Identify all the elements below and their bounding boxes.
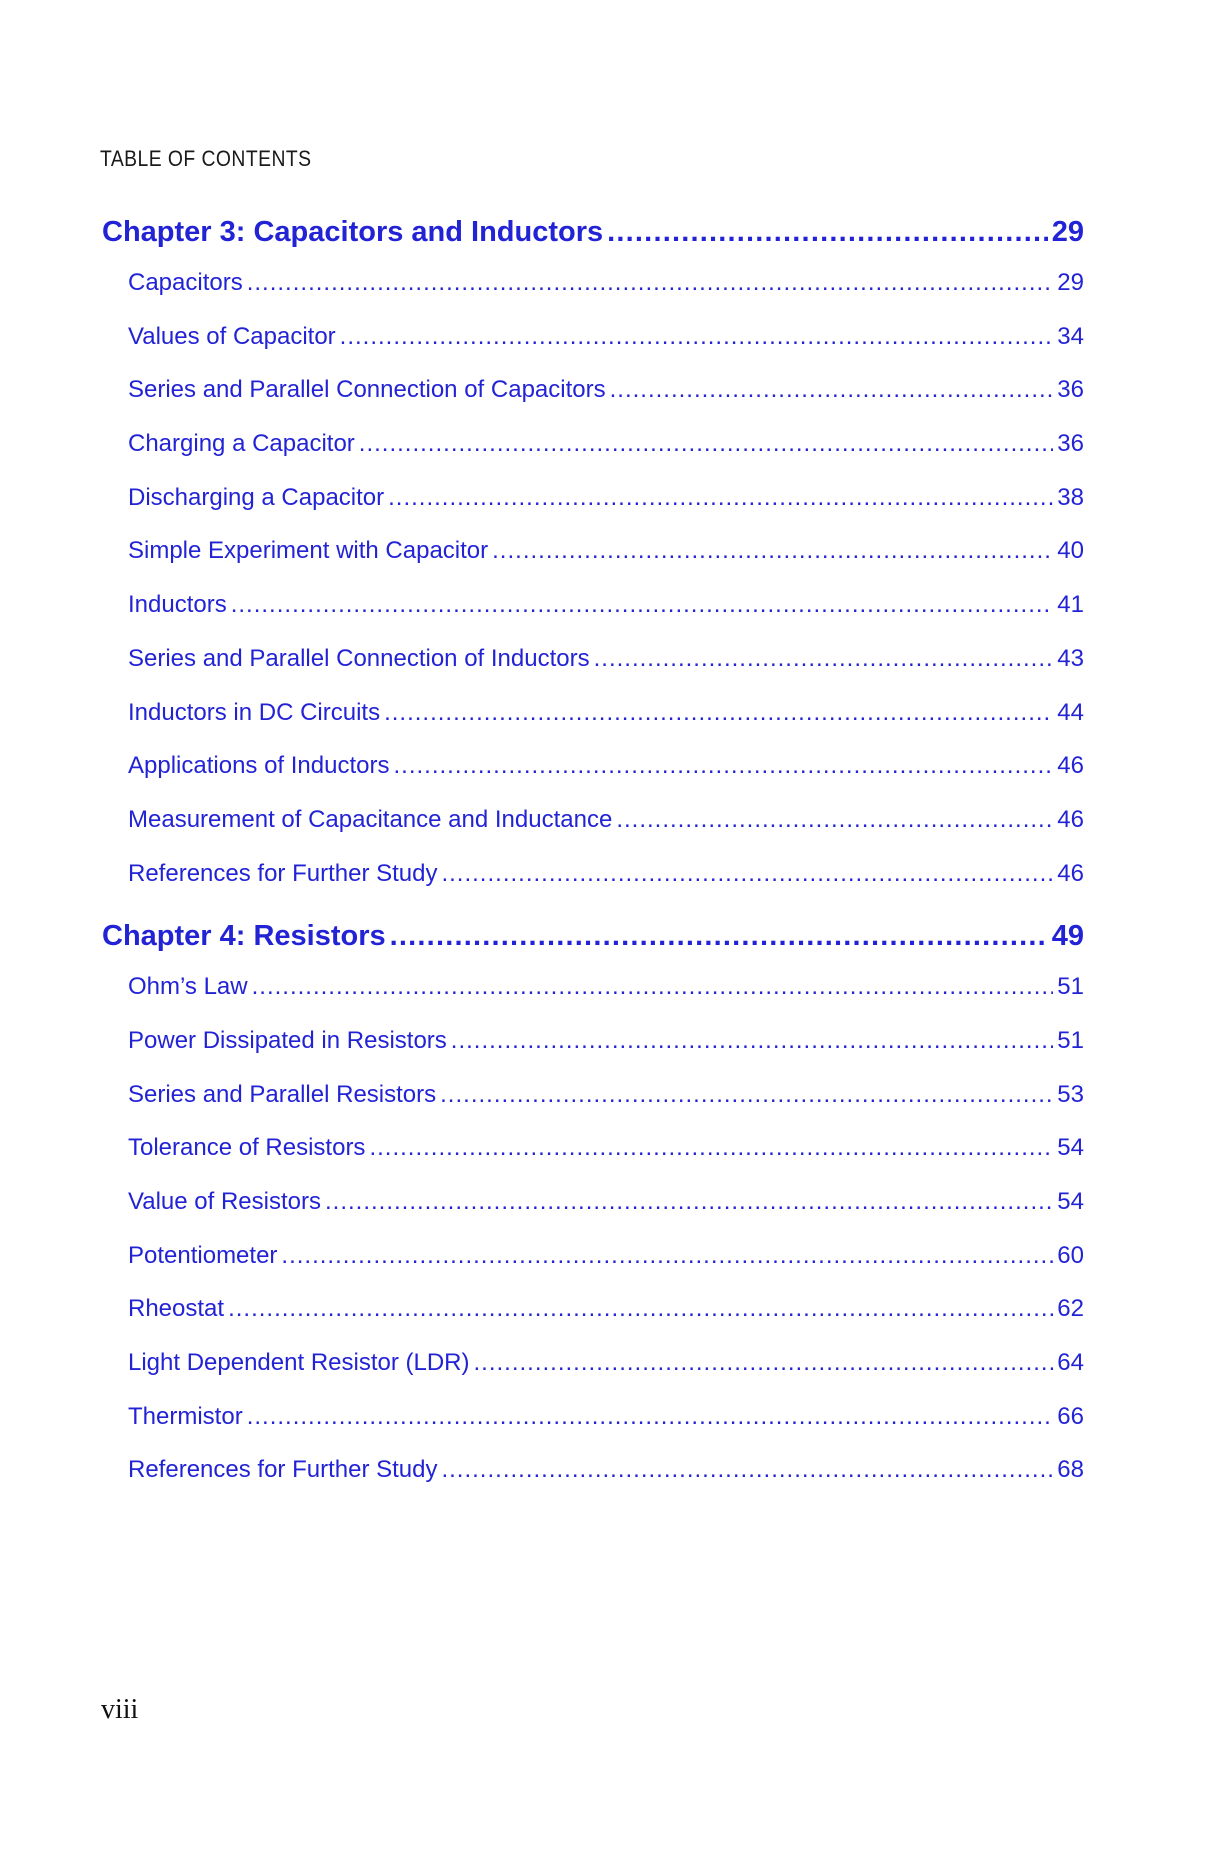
toc-entry[interactable] <box>128 1121 1084 1175</box>
dot-leader <box>390 912 1048 960</box>
dot-leader <box>325 1175 1053 1229</box>
entry-page-number: 68 <box>1057 1456 1084 1484</box>
entry-title: Charging a Capacitor <box>128 430 355 458</box>
toc-chapter-3[interactable] <box>102 208 1084 256</box>
entry-title: Potentiometer <box>128 1241 278 1269</box>
toc-entry[interactable] <box>128 1175 1084 1229</box>
dot-leader <box>384 686 1053 740</box>
entry-title: Measurement of Capacitance and Inductance <box>128 805 613 833</box>
toc-entry[interactable] <box>128 847 1084 901</box>
toc-entry[interactable] <box>128 1390 1084 1444</box>
entry-page-number: 66 <box>1057 1402 1084 1430</box>
entry-page-number: 29 <box>1057 269 1084 296</box>
dot-leader <box>393 739 1053 793</box>
entry-title: Series and Parallel Resistors <box>128 1080 437 1108</box>
entry-page-number: 54 <box>1057 1134 1084 1162</box>
entry-page-number: 41 <box>1057 591 1084 619</box>
toc-entry[interactable] <box>128 524 1084 578</box>
dot-leader <box>441 847 1053 901</box>
entry-page-number: 64 <box>1057 1349 1084 1377</box>
entry-page-number: 46 <box>1057 752 1084 780</box>
toc-entry[interactable] <box>128 1014 1084 1068</box>
toc-entry[interactable] <box>128 363 1084 417</box>
dot-leader <box>594 632 1054 686</box>
entry-title: Thermistor <box>128 1402 243 1430</box>
table-of-contents <box>102 208 1084 1497</box>
chapter-gap <box>102 900 1084 912</box>
entry-title: Tolerance of Resistors <box>128 1134 366 1162</box>
entry-title: Ohm’s Law <box>128 973 248 1001</box>
entry-title: References for Further Study <box>128 859 438 887</box>
entry-title: Simple Experiment with Capacitor <box>128 537 489 565</box>
chapter-page-number: 29 <box>1051 216 1084 248</box>
toc-entry[interactable] <box>128 686 1084 740</box>
entry-page-number: 62 <box>1057 1295 1084 1323</box>
entry-page-number: 34 <box>1057 322 1084 350</box>
entry-page-number: 60 <box>1057 1241 1084 1269</box>
toc-entry[interactable] <box>128 1229 1084 1283</box>
entry-page-number: 51 <box>1057 1026 1084 1054</box>
dot-leader <box>607 208 1048 256</box>
entry-page-number: 46 <box>1057 859 1084 887</box>
entry-page-number: 43 <box>1057 644 1084 672</box>
toc-entry[interactable] <box>128 739 1084 793</box>
dot-leader <box>451 1014 1054 1068</box>
entry-title: Power Dissipated in Resistors <box>128 1026 447 1054</box>
entry-title: Light Dependent Resistor (LDR) <box>128 1349 470 1377</box>
entry-title: Rheostat <box>128 1295 225 1323</box>
dot-leader <box>492 524 1053 578</box>
dot-leader <box>228 1282 1053 1336</box>
dot-leader <box>231 578 1054 632</box>
dot-leader <box>441 1443 1053 1497</box>
toc-entry[interactable] <box>128 632 1084 686</box>
dot-leader <box>610 363 1054 417</box>
entry-page-number: 53 <box>1057 1080 1084 1108</box>
toc-entry[interactable] <box>128 1336 1084 1390</box>
entry-title: Values of Capacitor <box>128 322 336 350</box>
toc-chapter-4[interactable] <box>102 912 1084 960</box>
entry-title: Series and Parallel Connection of Capacitors <box>128 376 606 404</box>
entry-title: Series and Parallel Connection of Inductors <box>128 644 590 672</box>
toc-entry[interactable] <box>128 793 1084 847</box>
toc-entry[interactable] <box>128 256 1084 310</box>
chapter-title: Chapter 3: Capacitors and Inductors <box>102 216 604 248</box>
dot-leader <box>252 960 1054 1014</box>
entry-page-number: 36 <box>1057 376 1084 404</box>
toc-entry[interactable] <box>128 1282 1084 1336</box>
entry-title: Value of Resistors <box>128 1188 321 1215</box>
entry-page-number: 46 <box>1057 805 1084 833</box>
entry-page-number: 51 <box>1057 973 1084 1001</box>
chapter-page-number: 49 <box>1051 920 1084 953</box>
entry-page-number: 38 <box>1057 483 1084 511</box>
entry-page-number: 40 <box>1057 537 1084 565</box>
page-number-footer: viii <box>101 1694 139 1725</box>
entry-title: Applications of Inductors <box>128 752 390 780</box>
entry-title: Inductors <box>128 591 227 619</box>
dot-leader <box>440 1068 1053 1122</box>
dot-leader <box>369 1121 1053 1175</box>
dot-leader <box>247 1390 1054 1444</box>
entry-title: Inductors in DC Circuits <box>128 698 381 726</box>
dot-leader <box>340 310 1054 364</box>
toc-entry[interactable] <box>128 471 1084 525</box>
entry-page-number: 44 <box>1057 698 1084 726</box>
entry-page-number: 54 <box>1057 1188 1084 1215</box>
toc-entry[interactable] <box>128 417 1084 471</box>
dot-leader <box>247 256 1054 310</box>
dot-leader <box>281 1229 1053 1283</box>
toc-entry[interactable] <box>128 1443 1084 1497</box>
chapter-title: Chapter 4: Resistors <box>102 920 386 953</box>
dot-leader <box>474 1336 1054 1390</box>
entry-title: Discharging a Capacitor <box>128 483 385 511</box>
entry-title: References for Further Study <box>128 1456 438 1484</box>
entry-page-number: 36 <box>1057 430 1084 458</box>
dot-leader <box>388 471 1053 525</box>
toc-entry[interactable] <box>128 960 1084 1014</box>
toc-entry[interactable] <box>128 310 1084 364</box>
entry-title: Capacitors <box>128 269 243 296</box>
toc-entry[interactable] <box>128 1068 1084 1122</box>
dot-leader <box>359 417 1054 471</box>
dot-leader <box>616 793 1053 847</box>
running-head: TABLE OF CONTENTS <box>100 146 312 171</box>
toc-entry[interactable] <box>128 578 1084 632</box>
